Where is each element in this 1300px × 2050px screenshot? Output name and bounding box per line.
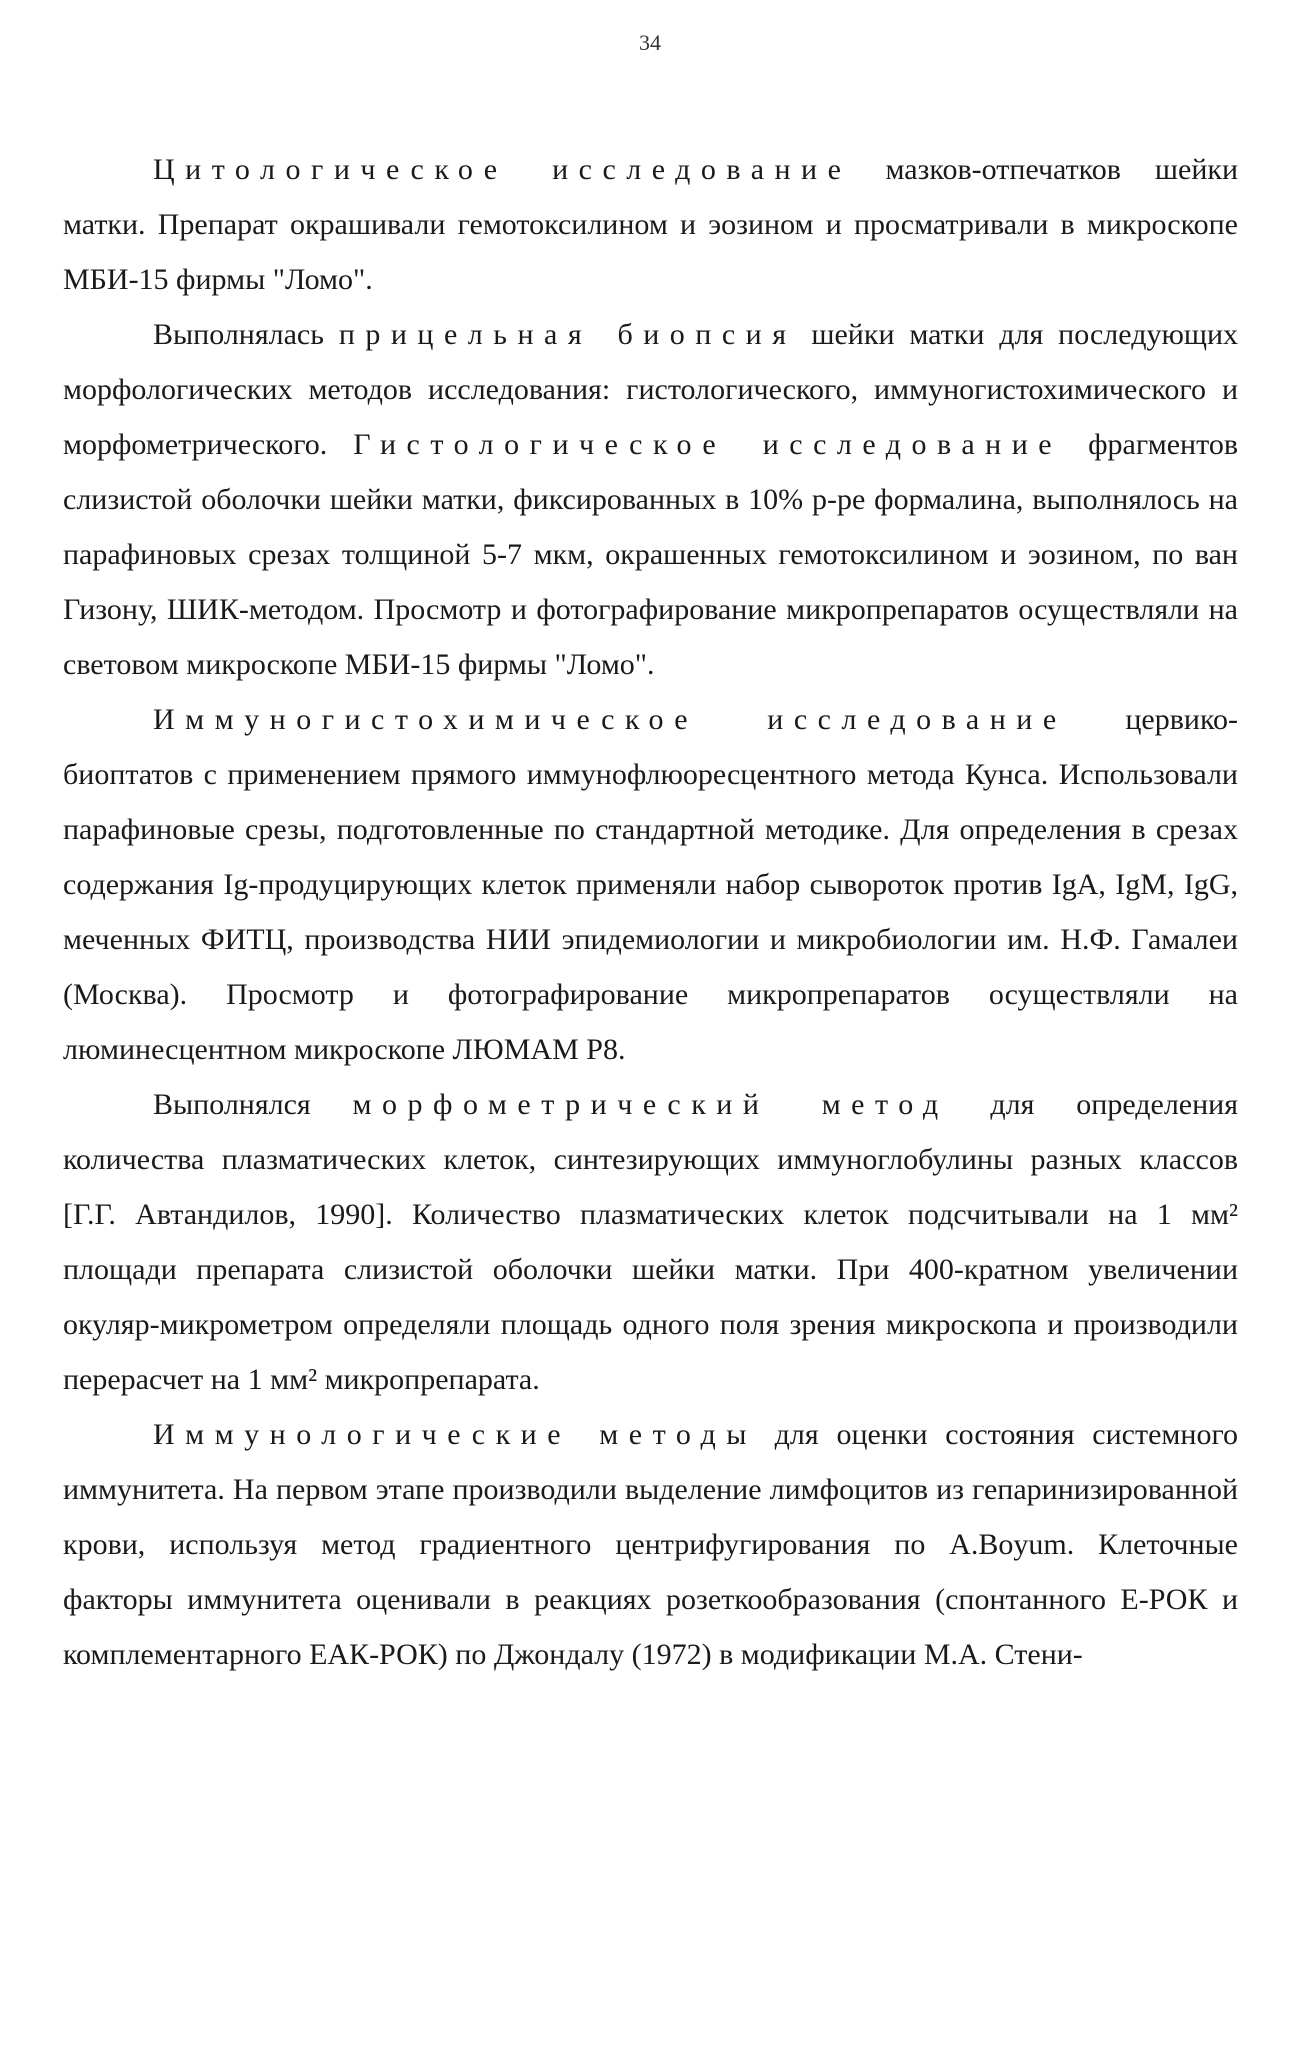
- term-cytology: Цитологическое исследование: [153, 153, 852, 186]
- paragraph-immunohistochemistry: [63, 692, 1238, 1077]
- text-segment: для определения количества плазматических клеток, синтезирующих иммуноглобулины разных классов [Г.Г. Автандилов, 1990]. Количество плазматических клеток подсчитывали на 1 мм² площади препарата слизистой оболочки шейки матки. При 400-кратном увеличении окуляр-микрометром определяли площадь одного поля зрения микроскопа и производили перерасчет на 1 мм² микропрепарата.: [63, 1088, 1239, 1396]
- paragraph-immunology: [63, 1407, 1238, 1682]
- text-segment: мазков-отпечатков шейки матки. Препарат окрашивали гемотоксилином и эозином и просматривали в микроскопе МБИ-15 фирмы "Ломо".: [63, 153, 1239, 296]
- page-number: 34: [639, 30, 661, 55]
- text-segment: шейки матки для последующих морфологических методов исследования: гистологического, иммуногистохимического и морфометрического.: [63, 318, 1239, 461]
- body-text: [63, 142, 1238, 1682]
- term-histology: Гистологическое исследование: [353, 428, 1063, 461]
- term-biopsy: прицельная биопсия: [338, 318, 797, 351]
- text-segment: Выполнялась: [153, 318, 339, 351]
- paragraph-biopsy: [63, 307, 1238, 692]
- paragraph-cytology: [63, 142, 1238, 307]
- text-segment: для оценки состояния системного иммунитета. На первом этапе производили выделение лимфоцитов из гепаринизированной крови, используя метод градиентного центрифугирования по A.Boyum. Клеточные факторы иммунитета оценивали в реакциях розеткообразования (спонтанного Е-РОК и комплементарного ЕАК-РОК) по Джондалу (1972) в модификации М.А. Стени-: [63, 1418, 1239, 1671]
- text-segment: фрагментов слизистой оболочки шейки матки, фиксированных в 10% р-ре формалина, выполнялось на парафиновых срезах толщиной 5-7 мкм, окрашенных гемотоксилином и эозином, по ван Гизону, ШИК-методом. Просмотр и фотографирование микропрепаратов осуществляли на световом микроскопе МБИ-15 фирмы "Ломо".: [63, 428, 1238, 681]
- text-segment: цервико-биоптатов с применением прямого иммунофлюоресцентного метода Кунса. Использовали парафиновые срезы, подготовленные по стандартной методике. Для определения в срезах содержания Ig-продуцирующих клеток применяли набор сывороток против IgA, IgM, IgG, меченных ФИТЦ, производства НИИ эпидемиологии и микробиологии им. Н.Ф. Гамалеи (Москва). Просмотр и фотографирование микропрепаратов осуществляли на люминесцентном микроскопе ЛЮМАМ Р8.: [63, 703, 1238, 1066]
- term-immunology: Иммунологические методы: [153, 1418, 757, 1451]
- text-segment: Выполнялся: [153, 1088, 353, 1121]
- term-morphometry: морфометрический метод: [352, 1088, 949, 1121]
- paragraph-morphometry: [63, 1077, 1238, 1407]
- term-immunohistochemistry: Иммуногистохимическое исследование: [153, 703, 1067, 736]
